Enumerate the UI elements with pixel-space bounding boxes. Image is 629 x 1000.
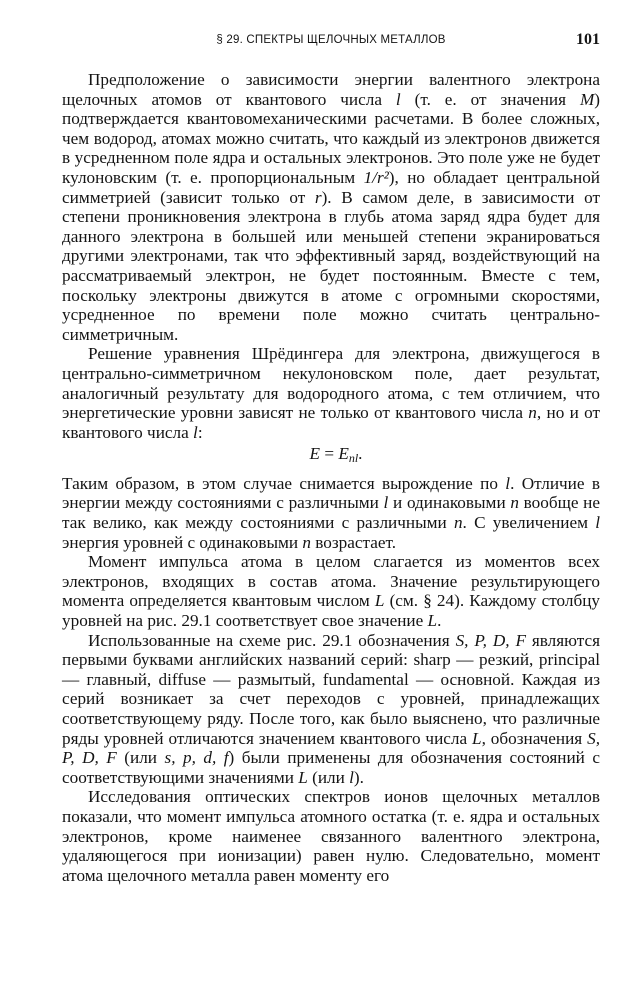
energy-formula: $E = E_{nl}$. [309,444,363,466]
page-number: 101 [576,31,600,48]
running-head [62,30,600,52]
paragraph-5: Использованные на схеме рис. 29.1 обозначения S, P, D, F являются первыми буквами английских названий серий: sharp — резкий, principal — главный, diffuse — размытый, fundamental — основной. Каждая из серий возникает за счет переходов с уровней, принадлежащих соответствующему ряду. После того, как было выяснено, что различные ряды уровней отличаются значением квантового числа L, обозначения S, P, D, F (или s, p, d, f) были применены для обозначения состояний с соответствующими значениями L (или l). [62,630,601,787]
body-text [62,70,600,885]
paragraph-3: Таким образом, в этом случае снимается вырождение по l. Отличие в энергии между состояниями с различными l и одинаковыми n вообще не так велико, как между состояниями с различными n. С увеличением l энергия уровней с одинаковыми n возрастает. [62,473,601,552]
paragraph-4: Момент импульса атома в целом слагается из моментов всех электронов, входящих в состав атома. Значение результирующего момента определяется квантовым числом L (см. § 24). Каждому столбцу уровней на рис. 29.1 соответствует свое значение L. [62,552,600,631]
paragraph-6: Исследования оптических спектров ионов щелочных металлов показали, что момент импульса атомного остатка (т. е. ядра и остальных электронов, кроме наименее связанного валентного электрона, удаляющегося при ионизации) равен нулю. Следовательно, момент атома щелочного металла равен моменту его [62,787,600,885]
paragraph-1: Предположение о зависимости энергии валентного электрона щелочных атомов от квантового числа l (т. е. от значения M) подтверждается квантовомеханическими расчетами. В более сложных, чем водород, атомах можно считать, что каждый из электронов движется в усредненном поле ядра и остальных электронов. Это поле уже не будет кулоновским (т. е. пропорциональным 1/r²), но обладает центральной симметрией (зависит только от r). В самом деле, в зависимости от степени проникновения электрона в глубь атома заряд ядра будет для данного электрона в большей или меньшей степени экранироваться другими электронами, так что эффективный заряд, воздействующий на рассматриваемый электрон, не будет постоянным. Вместе с тем, поскольку электроны движутся в атоме с огромными скоростями, усредненное по времени поле можно считать центрально-симметричным. [62,70,601,344]
section-title: § 29. СПЕКТРЫ ЩЕЛОЧНЫХ МЕТАЛЛОВ [216,34,446,46]
paragraph-2: Решение уравнения Шрёдингера для электрона, движущегося в центрально-симметричном некулоновском поле, дает результат, аналогичный результату для водородного атома, с тем отличием, что энергетические уровни зависят не только от квантового числа n, но и от квантового числа l: [62,344,600,442]
